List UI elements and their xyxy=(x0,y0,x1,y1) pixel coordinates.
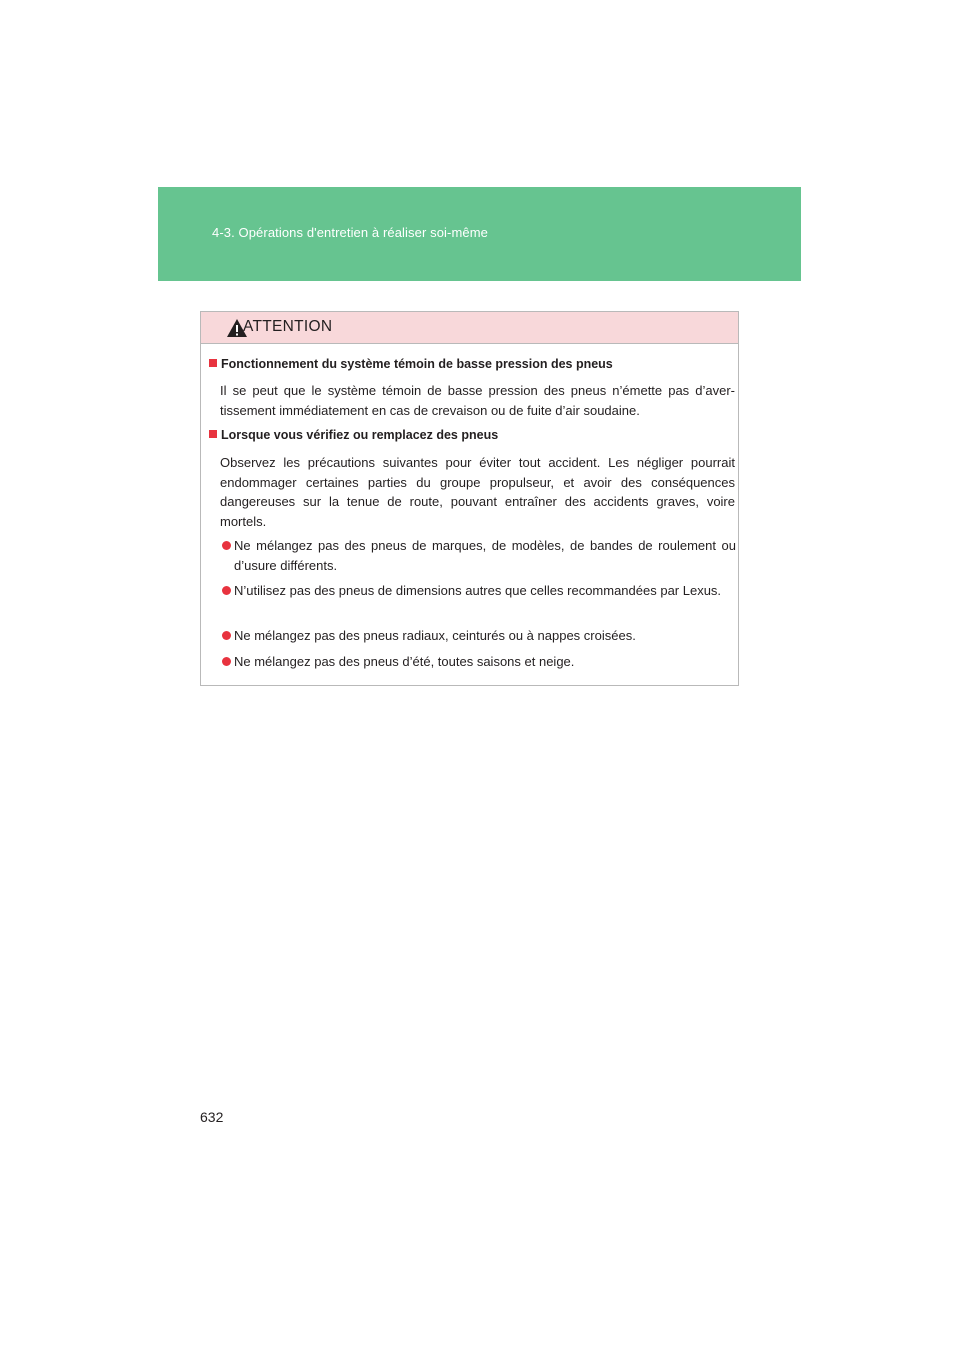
section-title: 4-3. Opérations d'entretien à réaliser soi-même xyxy=(212,225,488,240)
list-item-text: N’utilisez pas des pneus de dimensions autres que celles recommandées par Lexus. xyxy=(234,583,722,598)
paragraph-tires: Observez les précautions suivantes pour éviter tout accident. Les négliger pourrait endommager certaines parties du groupe propulseur, et avoir des conséquences dangereuses sur la tenue de route, pouvant entraîner des accidents graves, voire mortels. xyxy=(220,455,735,529)
list-item-text: Ne mélangez pas des pneus radiaux, ceinturés ou à nappes croisées. xyxy=(234,628,636,643)
paragraph-tpms: Il se peut que le système témoin de basse pression des pneus n’émette pas d’aver-tissement immédiatement en cas de crevaison ou de fuite d’air soudaine. xyxy=(220,383,735,418)
subheading-tires xyxy=(209,428,498,442)
subheading-tpms xyxy=(209,357,613,371)
list-item-text: Ne mélangez pas des pneus d’été, toutes saisons et neige. xyxy=(234,654,575,669)
list-item xyxy=(222,581,736,601)
square-bullet-icon xyxy=(209,359,217,367)
round-bullet-icon xyxy=(222,631,231,640)
page-number: 632 xyxy=(200,1109,224,1125)
subheading-text: Lorsque vous vérifiez ou remplacez des pneus xyxy=(221,428,499,442)
round-bullet-icon xyxy=(222,657,231,666)
round-bullet-icon xyxy=(222,586,231,595)
list-item xyxy=(222,652,736,672)
caution-header xyxy=(201,312,738,344)
caution-box xyxy=(200,311,739,686)
list-item xyxy=(222,626,736,646)
list-item xyxy=(222,536,736,575)
section-header-band xyxy=(158,187,801,281)
list-item-text: Ne mélangez pas des pneus de marques, de modèles, de bandes de roulement ou d’usure différents. xyxy=(234,538,736,573)
round-bullet-icon xyxy=(222,541,231,550)
square-bullet-icon xyxy=(209,430,217,438)
subheading-text: Fonctionnement du système témoin de basse pression des pneus xyxy=(221,357,613,371)
caution-label: ATTENTION xyxy=(243,318,333,335)
